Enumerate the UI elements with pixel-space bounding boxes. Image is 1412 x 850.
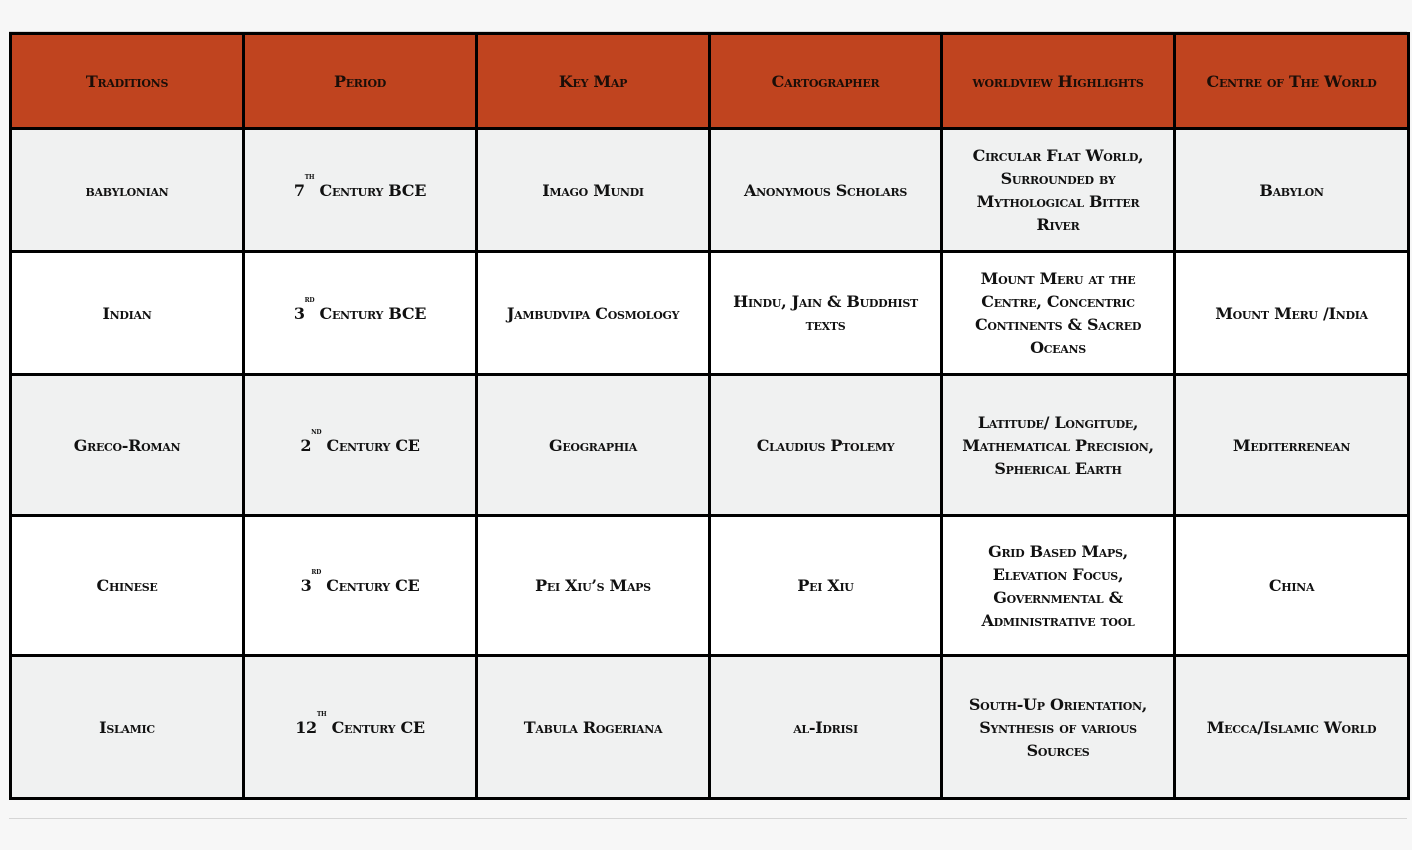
period-number: 2 bbox=[300, 435, 312, 455]
cell-period bbox=[244, 375, 477, 516]
period-number: 7 bbox=[293, 180, 305, 200]
period-ordinal-suffix: th bbox=[304, 171, 315, 182]
cell-cartographer: Anonymous Scholars bbox=[710, 129, 942, 252]
cell-tradition: Chinese bbox=[11, 516, 244, 656]
cell-key-map: Pei Xiu’s Maps bbox=[477, 516, 710, 656]
cell-period bbox=[244, 656, 477, 799]
cell-period bbox=[244, 252, 477, 375]
period-ordinal-suffix: th bbox=[316, 708, 327, 719]
cell-centre: Mount Meru /India bbox=[1175, 252, 1409, 375]
cell-tradition: Indian bbox=[11, 252, 244, 375]
cell-highlights: Grid Based Maps, Elevation Focus, Governmental & Administrative tool bbox=[942, 516, 1175, 656]
header-traditions: Traditions bbox=[11, 34, 244, 129]
table-row bbox=[11, 375, 1409, 516]
period-number: 12 bbox=[295, 717, 317, 737]
header-period: Period bbox=[244, 34, 477, 129]
period-number: 3 bbox=[300, 576, 312, 595]
header-worldview-highlights: worldview Highlights bbox=[942, 34, 1175, 129]
cell-key-map: Geographia bbox=[477, 375, 710, 516]
cell-tradition: Islamic bbox=[11, 656, 244, 799]
cell-cartographer: Claudius Ptolemy bbox=[710, 375, 942, 516]
period-text: Century BCE bbox=[314, 303, 427, 323]
period-ordinal-suffix: rd bbox=[311, 567, 322, 577]
cell-key-map: Jambudvipa Cosmology bbox=[477, 252, 710, 375]
cell-period bbox=[244, 516, 477, 656]
cell-centre: Babylon bbox=[1175, 129, 1409, 252]
table-row bbox=[11, 252, 1409, 375]
header-row bbox=[11, 34, 1409, 129]
cell-highlights: Circular Flat World, Surrounded by Mythological Bitter River bbox=[942, 129, 1175, 252]
period-ordinal-suffix: nd bbox=[311, 426, 322, 437]
bottom-divider bbox=[9, 818, 1407, 819]
period-text: Century BCE bbox=[314, 180, 427, 200]
period-number: 3 bbox=[293, 303, 305, 323]
table-row bbox=[11, 656, 1409, 799]
cell-cartographer: Pei Xiu bbox=[710, 516, 942, 656]
cell-centre: Mecca/Islamic World bbox=[1175, 656, 1409, 799]
period-text: Century CE bbox=[321, 576, 420, 595]
cell-cartographer: al-Idrisi bbox=[710, 656, 942, 799]
period-ordinal-suffix: rd bbox=[304, 294, 315, 305]
header-key-map: Key Map bbox=[477, 34, 710, 129]
cell-tradition: Greco-Roman bbox=[11, 375, 244, 516]
cell-centre: Mediterrenean bbox=[1175, 375, 1409, 516]
cell-period bbox=[244, 129, 477, 252]
cell-highlights: South-Up Orientation, Synthesis of various Sources bbox=[942, 656, 1175, 799]
period-text: Century CE bbox=[321, 435, 420, 455]
cell-highlights: Mount Meru at the Centre, Concentric Continents & Sacred Oceans bbox=[942, 252, 1175, 375]
header-centre-of-the-world: Centre of The World bbox=[1175, 34, 1409, 129]
cell-key-map: Imago Mundi bbox=[477, 129, 710, 252]
cell-cartographer: Hindu, Jain & Buddhist texts bbox=[710, 252, 942, 375]
cartography-traditions-table bbox=[9, 32, 1410, 800]
header-cartographer: Cartographer bbox=[710, 34, 942, 129]
table-row bbox=[11, 129, 1409, 252]
period-text: Century CE bbox=[326, 717, 425, 737]
cell-centre: China bbox=[1175, 516, 1409, 656]
cell-key-map: Tabula Rogeriana bbox=[477, 656, 710, 799]
cell-highlights: Latitude/ Longitude, Mathematical Precision, Spherical Earth bbox=[942, 375, 1175, 516]
table-row bbox=[11, 516, 1409, 656]
cell-tradition: babylonian bbox=[11, 129, 244, 252]
